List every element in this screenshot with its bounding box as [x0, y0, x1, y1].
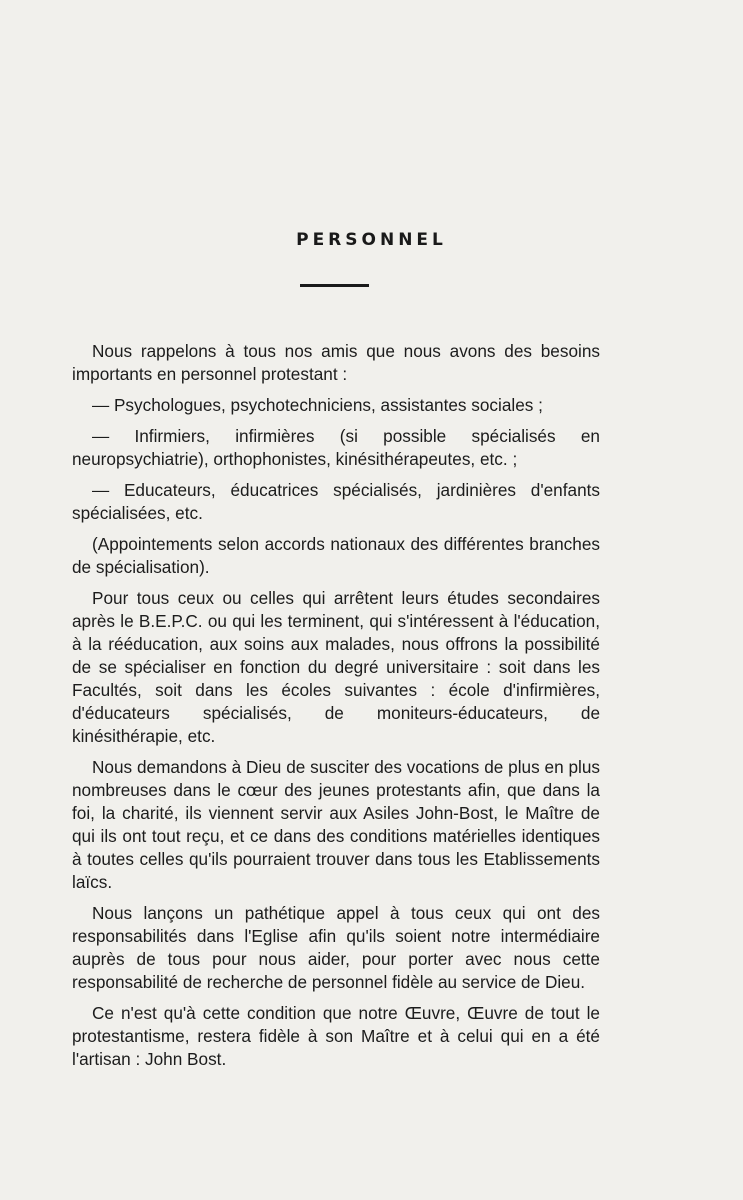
- paragraph-vocations: Nous demandons à Dieu de susciter des vocations de plus en plus nombreuses dans le cœur des jeunes protestants afin, que dans la foi, la charité, ils viennent servir aux Asiles John-Bost, le Maître de qui ils ont tout reçu, et ce dans des conditions matérielles identiques à toutes celles qu'ils pourraient trouver dans tous les Etablissements laïcs.: [72, 757, 600, 892]
- paragraph-list-item-psychologues: — Psychologues, psychotechniciens, assistantes sociales ;: [92, 395, 543, 415]
- paragraph-list-item-educateurs: — Educateurs, éducatrices spécialisés, jardinières d'enfants spécialisées, etc.: [72, 480, 600, 523]
- paragraph-intro: Nous rappelons à tous nos amis que nous avons des besoins importants en personnel protestant :: [72, 341, 600, 384]
- body-text: [72, 340, 600, 1079]
- title-underline-rule: [300, 284, 369, 287]
- paragraph-appel: Nous lançons un pathétique appel à tous ceux qui ont des responsabilités dans l'Eglise afin qu'ils soient notre intermédiaire auprès de tous pour nous aider, pour porter avec nous cette responsabilité de recherche de personnel fidèle au service de Dieu.: [72, 903, 600, 992]
- paragraph-list-item-infirmiers: — Infirmiers, infirmières (si possible spécialisés en neuropsychiatrie), orthophonistes, kinésithérapeutes, etc. ;: [72, 426, 600, 469]
- paragraph-appointements: (Appointements selon accords nationaux des différentes branches de spécialisation).: [72, 534, 600, 577]
- paragraph-formation: Pour tous ceux ou celles qui arrêtent leurs études secondaires après le B.E.P.C. ou qui les terminent, qui s'intéressent à l'éducation, à la rééducation, aux soins aux malades, nous offrons la possibilité de se spécialiser en fonction du degré universitaire : soit dans les Facultés, soit dans les écoles suivantes : école d'infirmières, d'éducateurs spécialisés, de moniteurs-éducateurs, de kinésithérapie, etc.: [72, 588, 600, 746]
- page-title: PERSONNEL: [296, 230, 447, 250]
- paragraph-conclusion: Ce n'est qu'à cette condition que notre Œuvre, Œuvre de tout le protestantisme, restera fidèle à son Maître et à celui qui en a été l'artisan : John Bost.: [72, 1003, 600, 1069]
